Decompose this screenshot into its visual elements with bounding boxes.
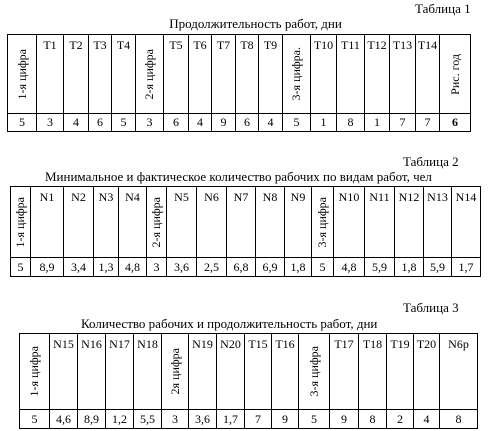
table1-header: T13: [390, 35, 416, 114]
table1-title: Продолжительность работ, дни: [169, 16, 342, 31]
table1-cell: 1: [311, 114, 337, 132]
table2-header: N2: [64, 187, 94, 258]
table3-header: 1-я цифра: [20, 334, 50, 410]
table3-header: N18: [134, 334, 162, 410]
table3-cell: 5,5: [134, 410, 162, 429]
table3-cell: 7: [245, 410, 272, 429]
table2-header: N13: [424, 187, 452, 258]
table1-header: T1: [37, 35, 64, 114]
table2-header: N5: [167, 187, 197, 258]
table1-cell: 3: [37, 114, 64, 132]
table3-cell: 3,6: [189, 410, 217, 429]
table1: [7, 34, 471, 132]
table3-caption: Таблица 3: [403, 300, 459, 315]
table3-title: Количество рабочих и продолжительность работ, дни: [81, 316, 378, 331]
table2-header: N6: [197, 187, 227, 258]
table2-cell: 3,4: [64, 258, 94, 277]
table2-header: N8: [256, 187, 285, 258]
table1-values-row: [8, 114, 471, 132]
table2-header: N14: [452, 187, 481, 258]
table1-header: 1-я цифра: [8, 35, 37, 114]
table1-header: T4: [112, 35, 136, 114]
table1-cell: 6: [440, 114, 471, 132]
table1-header: T8: [236, 35, 259, 114]
table3-header: T18: [359, 334, 387, 410]
table1-header: Рис. год: [440, 35, 471, 114]
table2-cell: 5,9: [424, 258, 452, 277]
table1-header: T10: [311, 35, 337, 114]
table2-cell: 6,9: [256, 258, 285, 277]
table2: [10, 186, 481, 277]
table3-cell: 4: [414, 410, 440, 429]
table3-cell: 8,9: [78, 410, 106, 429]
table2-header: N11: [365, 187, 395, 258]
table1-cell: 6: [89, 114, 112, 132]
table3-header: T20: [414, 334, 440, 410]
table1-cell: 4: [64, 114, 89, 132]
table1-cell: 6: [236, 114, 259, 132]
table1-header-row: [8, 35, 471, 114]
table2-cell: 1,3: [94, 258, 119, 277]
table1-header: T2: [64, 35, 89, 114]
table1-cell: 4: [259, 114, 283, 132]
table3-header: 2я цифра: [162, 334, 189, 410]
table2-caption: Таблица 2: [403, 154, 459, 169]
table3-cell: 5: [20, 410, 50, 429]
table1-cell: 5: [8, 114, 37, 132]
table1-caption: Таблица 1: [415, 1, 471, 16]
table1-header: T6: [189, 35, 212, 114]
table3-cell: 9: [330, 410, 359, 429]
table3-cell: 9: [272, 410, 299, 429]
table2-cell: 1,8: [285, 258, 312, 277]
table2-header: 2-я цифра: [147, 187, 167, 258]
table1-cell: 7: [390, 114, 416, 132]
table2-header: N12: [395, 187, 424, 258]
table3-header: N20: [217, 334, 245, 410]
table3-header: N17: [106, 334, 134, 410]
table2-cell: 4,8: [119, 258, 147, 277]
table2-header: N7: [227, 187, 256, 258]
table1-header: T9: [259, 35, 283, 114]
table1-cell: 5: [283, 114, 311, 132]
table2-cell: 5: [312, 258, 334, 277]
table1-header: T7: [212, 35, 236, 114]
table3-header: N15: [50, 334, 78, 410]
table2-cell: 1,8: [395, 258, 424, 277]
table2-header: N10: [334, 187, 365, 258]
table1-cell: 4: [189, 114, 212, 132]
table2-header: 3-я цифра: [312, 187, 334, 258]
table1-header: T14: [416, 35, 440, 114]
table3-header: T16: [272, 334, 299, 410]
table1-header: 3-я цифра.: [283, 35, 311, 114]
table1-header: 2-я цифра: [136, 35, 164, 114]
table3: [19, 333, 478, 429]
table2-cell: 2,5: [197, 258, 227, 277]
table1-header: T3: [89, 35, 112, 114]
table3-cell: 4,6: [50, 410, 78, 429]
table3-header: 3-я цифра: [299, 334, 330, 410]
table1-cell: 9: [212, 114, 236, 132]
table3-header: N6р: [440, 334, 478, 410]
table3-header: T15: [245, 334, 272, 410]
table3-cell: 2: [387, 410, 414, 429]
table3-header: N19: [189, 334, 217, 410]
table2-title: Минимальное и фактическое количество рабочих по видам работ, чел: [45, 169, 432, 184]
table3-cell: 3: [162, 410, 189, 429]
table2-cell: 3: [147, 258, 167, 277]
table1-header: T11: [337, 35, 365, 114]
table2-header: N3: [94, 187, 119, 258]
table1-cell: 5: [112, 114, 136, 132]
table2-cell: 3,6: [167, 258, 197, 277]
table3-header: T17: [330, 334, 359, 410]
table3-header: T19: [387, 334, 414, 410]
table3-header: N16: [78, 334, 106, 410]
table1-cell: 3: [136, 114, 164, 132]
table2-cell: 4,8: [334, 258, 365, 277]
table1-header: T12: [365, 35, 390, 114]
table2-header: N1: [31, 187, 64, 258]
table1-cell: 8: [337, 114, 365, 132]
table2-cell: 8,9: [31, 258, 64, 277]
table2-cell: 5: [11, 258, 31, 277]
table1-header: T5: [164, 35, 189, 114]
table1-cell: 6: [164, 114, 189, 132]
table2-cell: 5,9: [365, 258, 395, 277]
table3-cell: 1,2: [106, 410, 134, 429]
table2-header: 1-я цифра: [11, 187, 31, 258]
table2-cell: 6,8: [227, 258, 256, 277]
table3-values-row: [20, 410, 478, 429]
table2-header: N4: [119, 187, 147, 258]
table3-cell: 5: [299, 410, 330, 429]
table2-cell: 1,7: [452, 258, 481, 277]
table2-header: N9: [285, 187, 312, 258]
table3-cell: 8: [440, 410, 478, 429]
table2-values-row: [11, 258, 481, 277]
table1-cell: 7: [416, 114, 440, 132]
table1-cell: 1: [365, 114, 390, 132]
table3-cell: 8: [359, 410, 387, 429]
table3-cell: 1,7: [217, 410, 245, 429]
table2-header-row: [11, 187, 481, 258]
table3-header-row: [20, 334, 478, 410]
